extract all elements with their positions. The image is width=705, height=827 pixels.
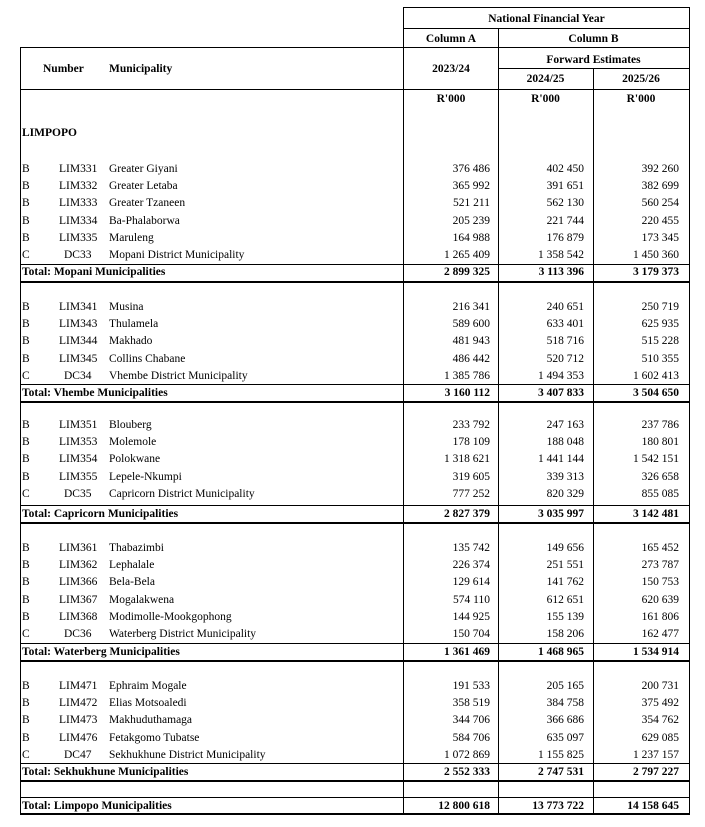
row-value-2024-25: 520 712 bbox=[546, 353, 584, 365]
row-value-2024-25: 562 130 bbox=[546, 197, 584, 209]
grand-total-2023-24: 12 800 618 bbox=[438, 800, 490, 812]
row-code: DC47 bbox=[64, 749, 92, 761]
row-value-2024-25: 339 313 bbox=[546, 471, 584, 483]
row-value-2025-26: 1 237 157 bbox=[633, 749, 679, 761]
row-code: LIM343 bbox=[59, 318, 98, 330]
row-municipality-name: Polokwane bbox=[109, 453, 161, 465]
horizontal-rule bbox=[20, 264, 690, 265]
row-category: B bbox=[22, 180, 30, 192]
header-municipality: Municipality bbox=[109, 63, 173, 75]
row-value-2024-25: 633 401 bbox=[546, 318, 584, 330]
row-code: LIM353 bbox=[59, 436, 98, 448]
horizontal-rule bbox=[20, 797, 690, 798]
row-value-2023-24: 1 385 786 bbox=[444, 370, 490, 382]
row-value-2025-26: 354 762 bbox=[641, 714, 679, 726]
row-value-2024-25: 518 716 bbox=[546, 335, 584, 347]
row-category: C bbox=[22, 249, 30, 261]
horizontal-rule bbox=[20, 47, 690, 48]
header-year-2025-26: 2025/26 bbox=[622, 73, 660, 85]
row-value-2025-26: 273 787 bbox=[641, 559, 679, 571]
row-value-2025-26: 161 806 bbox=[641, 611, 679, 623]
group-total-label: Total: Sekhukhune Municipalities bbox=[22, 766, 189, 778]
row-category: B bbox=[22, 542, 30, 554]
row-value-2025-26: 165 452 bbox=[641, 542, 679, 554]
row-code: LIM366 bbox=[59, 576, 98, 588]
group-total-2023-24: 1 361 469 bbox=[444, 646, 490, 658]
row-value-2023-24: 150 704 bbox=[452, 628, 490, 640]
row-value-2025-26: 629 085 bbox=[641, 732, 679, 744]
row-value-2025-26: 560 254 bbox=[641, 197, 679, 209]
row-value-2024-25: 247 163 bbox=[546, 419, 584, 431]
row-value-2023-24: 178 109 bbox=[452, 436, 490, 448]
group-total-2023-24: 3 160 112 bbox=[444, 387, 490, 399]
row-value-2024-25: 402 450 bbox=[546, 163, 584, 175]
row-value-2024-25: 1 441 144 bbox=[538, 453, 584, 465]
group-total-2025-26: 3 142 481 bbox=[633, 508, 679, 520]
row-municipality-name: Thabazimbi bbox=[109, 542, 164, 554]
row-municipality-name: Maruleng bbox=[109, 232, 154, 244]
row-value-2023-24: 1 265 409 bbox=[444, 249, 490, 261]
row-value-2024-25: 384 758 bbox=[546, 697, 584, 709]
row-code: LIM361 bbox=[59, 542, 98, 554]
row-value-2024-25: 1 494 353 bbox=[538, 370, 584, 382]
row-category: C bbox=[22, 628, 30, 640]
row-value-2025-26: 162 477 bbox=[641, 628, 679, 640]
row-municipality-name: Molemole bbox=[109, 436, 157, 448]
row-value-2025-26: 515 228 bbox=[641, 335, 679, 347]
row-value-2023-24: 144 925 bbox=[452, 611, 490, 623]
row-municipality-name: Greater Tzaneen bbox=[109, 197, 186, 209]
header-column-b: Column B bbox=[568, 33, 619, 45]
row-category: B bbox=[22, 594, 30, 606]
row-category: B bbox=[22, 232, 30, 244]
row-value-2025-26: 375 492 bbox=[641, 697, 679, 709]
row-value-2025-26: 510 355 bbox=[641, 353, 679, 365]
row-value-2023-24: 164 988 bbox=[452, 232, 490, 244]
row-value-2024-25: 366 686 bbox=[546, 714, 584, 726]
group-total-2023-24: 2 552 333 bbox=[444, 766, 490, 778]
row-municipality-name: Greater Giyani bbox=[109, 163, 178, 175]
header-column-a: Column A bbox=[425, 33, 477, 45]
row-municipality-name: Vhembe District Municipality bbox=[109, 370, 248, 382]
group-total-label: Total: Waterberg Municipalities bbox=[22, 646, 180, 658]
vertical-rule bbox=[403, 7, 404, 814]
row-municipality-name: Ba-Phalaborwa bbox=[109, 215, 180, 227]
horizontal-rule bbox=[20, 401, 690, 403]
row-value-2024-25: 635 097 bbox=[546, 732, 584, 744]
group-total-label: Total: Vhembe Municipalities bbox=[22, 387, 168, 399]
grand-total-label: Total: Limpopo Municipalities bbox=[22, 800, 172, 812]
group-total-2025-26: 1 534 914 bbox=[633, 646, 679, 658]
row-code: LIM471 bbox=[59, 680, 98, 692]
row-code: LIM331 bbox=[59, 163, 98, 175]
vertical-rule bbox=[593, 68, 594, 814]
header-number: Number bbox=[43, 63, 84, 75]
row-municipality-name: Mopani District Municipality bbox=[109, 249, 245, 261]
row-municipality-name: Blouberg bbox=[109, 419, 152, 431]
row-municipality-name: Makhado bbox=[109, 335, 153, 347]
row-code: LIM335 bbox=[59, 232, 98, 244]
row-category: B bbox=[22, 419, 30, 431]
row-value-2025-26: 1 542 151 bbox=[633, 453, 679, 465]
row-value-2023-24: 1 072 869 bbox=[444, 749, 490, 761]
row-code: LIM351 bbox=[59, 419, 98, 431]
row-value-2023-24: 481 943 bbox=[452, 335, 490, 347]
horizontal-rule bbox=[20, 813, 690, 815]
row-municipality-name: Waterberg District Municipality bbox=[109, 628, 257, 640]
row-category: B bbox=[22, 697, 30, 709]
row-code: LIM332 bbox=[59, 180, 98, 192]
row-value-2024-25: 188 048 bbox=[546, 436, 584, 448]
row-value-2023-24: 129 614 bbox=[452, 576, 490, 588]
grand-total-2024-25: 13 773 722 bbox=[532, 800, 584, 812]
row-category: B bbox=[22, 436, 30, 448]
row-code: LIM345 bbox=[59, 353, 98, 365]
group-total-2023-24: 2 899 325 bbox=[444, 266, 490, 278]
row-value-2024-25: 251 551 bbox=[546, 559, 584, 571]
row-municipality-name: Makhuduthamaga bbox=[109, 714, 193, 726]
row-code: LIM354 bbox=[59, 453, 98, 465]
row-value-2024-25: 221 744 bbox=[546, 215, 584, 227]
row-value-2023-24: 319 605 bbox=[452, 471, 490, 483]
row-value-2025-26: 173 345 bbox=[641, 232, 679, 244]
row-municipality-name: Lepele-Nkumpi bbox=[109, 471, 182, 483]
row-category: B bbox=[22, 301, 30, 313]
row-value-2023-24: 216 341 bbox=[452, 301, 490, 313]
row-category: B bbox=[22, 576, 30, 588]
row-municipality-name: Capricorn District Municipality bbox=[109, 488, 255, 500]
row-category: B bbox=[22, 559, 30, 571]
row-category: B bbox=[22, 611, 30, 623]
vertical-rule bbox=[689, 7, 690, 814]
row-municipality-name: Bela-Bela bbox=[109, 576, 155, 588]
group-total-label: Total: Mopani Municipalities bbox=[22, 266, 166, 278]
row-category: B bbox=[22, 471, 30, 483]
header-year-2024-25: 2024/25 bbox=[526, 73, 565, 85]
row-value-2024-25: 1 358 542 bbox=[538, 249, 584, 261]
row-value-2023-24: 376 486 bbox=[452, 163, 490, 175]
group-total-2025-26: 3 504 650 bbox=[633, 387, 679, 399]
row-value-2023-24: 589 600 bbox=[452, 318, 490, 330]
row-value-2025-26: 392 260 bbox=[641, 163, 679, 175]
row-category: B bbox=[22, 318, 30, 330]
horizontal-rule bbox=[20, 780, 690, 782]
row-category: C bbox=[22, 370, 30, 382]
row-municipality-name: Thulamela bbox=[109, 318, 159, 330]
province-title: LIMPOPO bbox=[22, 127, 77, 139]
row-value-2023-24: 191 533 bbox=[452, 680, 490, 692]
horizontal-rule bbox=[403, 7, 690, 8]
row-category: B bbox=[22, 197, 30, 209]
row-value-2023-24: 205 239 bbox=[452, 215, 490, 227]
row-value-2023-24: 486 442 bbox=[452, 353, 490, 365]
row-category: C bbox=[22, 749, 30, 761]
group-total-2024-25: 2 747 531 bbox=[538, 766, 584, 778]
row-value-2023-24: 777 252 bbox=[452, 488, 490, 500]
row-value-2024-25: 205 165 bbox=[546, 680, 584, 692]
row-value-2023-24: 584 706 bbox=[452, 732, 490, 744]
row-code: DC36 bbox=[64, 628, 92, 640]
row-value-2025-26: 625 935 bbox=[641, 318, 679, 330]
horizontal-rule bbox=[20, 384, 690, 385]
row-value-2024-25: 240 651 bbox=[546, 301, 584, 313]
row-value-2025-26: 200 731 bbox=[641, 680, 679, 692]
row-category: B bbox=[22, 335, 30, 347]
row-value-2023-24: 226 374 bbox=[452, 559, 490, 571]
row-code: LIM344 bbox=[59, 335, 98, 347]
row-code: LIM473 bbox=[59, 714, 98, 726]
row-code: LIM334 bbox=[59, 215, 98, 227]
unit-label-b2: R'000 bbox=[626, 93, 656, 105]
row-value-2025-26: 326 658 bbox=[641, 471, 679, 483]
row-category: C bbox=[22, 488, 30, 500]
row-code: DC35 bbox=[64, 488, 92, 500]
row-value-2023-24: 1 318 621 bbox=[444, 453, 490, 465]
horizontal-rule bbox=[20, 763, 690, 764]
vertical-rule bbox=[20, 47, 21, 814]
row-value-2025-26: 237 786 bbox=[641, 419, 679, 431]
row-value-2025-26: 220 455 bbox=[641, 215, 679, 227]
row-value-2024-25: 1 155 825 bbox=[538, 749, 584, 761]
row-category: B bbox=[22, 680, 30, 692]
unit-label-b1: R'000 bbox=[531, 93, 560, 105]
row-code: LIM472 bbox=[59, 697, 98, 709]
row-code: LIM368 bbox=[59, 611, 98, 623]
row-category: B bbox=[22, 453, 30, 465]
group-total-2023-24: 2 827 379 bbox=[444, 508, 490, 520]
row-code: LIM476 bbox=[59, 732, 98, 744]
group-total-2025-26: 2 797 227 bbox=[633, 766, 679, 778]
row-value-2023-24: 521 211 bbox=[453, 197, 490, 209]
row-value-2023-24: 574 110 bbox=[453, 594, 490, 606]
row-value-2025-26: 250 719 bbox=[641, 301, 679, 313]
row-municipality-name: Musina bbox=[109, 301, 144, 313]
row-value-2024-25: 149 656 bbox=[546, 542, 584, 554]
horizontal-rule bbox=[20, 281, 690, 283]
row-value-2025-26: 180 801 bbox=[641, 436, 679, 448]
row-municipality-name: Greater Letaba bbox=[109, 180, 178, 192]
row-value-2025-26: 150 753 bbox=[641, 576, 679, 588]
row-value-2024-25: 176 879 bbox=[546, 232, 584, 244]
row-municipality-name: Elias Motsoaledi bbox=[109, 697, 187, 709]
group-total-label: Total: Capricorn Municipalities bbox=[22, 508, 179, 520]
row-value-2023-24: 233 792 bbox=[452, 419, 490, 431]
group-total-2024-25: 3 035 997 bbox=[538, 508, 584, 520]
row-municipality-name: Ephraim Mogale bbox=[109, 680, 187, 692]
row-municipality-name: Mogalakwena bbox=[109, 594, 175, 606]
row-value-2023-24: 358 519 bbox=[452, 697, 490, 709]
horizontal-rule bbox=[20, 660, 690, 662]
horizontal-rule bbox=[20, 89, 690, 90]
group-total-2024-25: 3 407 833 bbox=[538, 387, 584, 399]
row-value-2024-25: 141 762 bbox=[546, 576, 584, 588]
row-value-2025-26: 855 085 bbox=[641, 488, 679, 500]
row-value-2023-24: 135 742 bbox=[452, 542, 490, 554]
row-category: B bbox=[22, 732, 30, 744]
row-code: DC33 bbox=[64, 249, 92, 261]
row-value-2024-25: 820 329 bbox=[546, 488, 584, 500]
row-municipality-name: Sekhukhune District Municipality bbox=[109, 749, 266, 761]
row-code: LIM367 bbox=[59, 594, 98, 606]
header-national-financial-year: National Financial Year bbox=[488, 13, 605, 25]
row-municipality-name: Lephalale bbox=[109, 559, 155, 571]
row-value-2023-24: 365 992 bbox=[452, 180, 490, 192]
unit-label-a: R'000 bbox=[436, 93, 466, 105]
row-value-2025-26: 382 699 bbox=[641, 180, 679, 192]
row-value-2025-26: 1 602 413 bbox=[633, 370, 679, 382]
row-value-2025-26: 620 639 bbox=[641, 594, 679, 606]
horizontal-rule bbox=[498, 68, 690, 69]
row-value-2025-26: 1 450 360 bbox=[633, 249, 679, 261]
row-category: B bbox=[22, 163, 30, 175]
group-total-2025-26: 3 179 373 bbox=[633, 266, 679, 278]
row-category: B bbox=[22, 353, 30, 365]
row-municipality-name: Fetakgomo Tubatse bbox=[109, 732, 200, 744]
vertical-rule bbox=[498, 28, 499, 814]
header-forward-estimates: Forward Estimates bbox=[546, 54, 641, 66]
row-code: LIM362 bbox=[59, 559, 98, 571]
horizontal-rule bbox=[403, 28, 690, 29]
grand-total-2025-26: 14 158 645 bbox=[627, 800, 679, 812]
group-total-2024-25: 3 113 396 bbox=[538, 266, 584, 278]
row-code: LIM355 bbox=[59, 471, 98, 483]
horizontal-rule bbox=[20, 522, 690, 524]
row-value-2024-25: 612 651 bbox=[546, 594, 584, 606]
group-total-2024-25: 1 468 965 bbox=[538, 646, 584, 658]
row-code: LIM333 bbox=[59, 197, 98, 209]
row-code: LIM341 bbox=[59, 301, 98, 313]
row-category: B bbox=[22, 714, 30, 726]
row-category: B bbox=[22, 215, 30, 227]
horizontal-rule bbox=[20, 505, 690, 506]
row-municipality-name: Modimolle-Mookgophong bbox=[109, 611, 232, 623]
row-code: DC34 bbox=[64, 370, 92, 382]
row-value-2024-25: 391 651 bbox=[546, 180, 584, 192]
row-municipality-name: Collins Chabane bbox=[109, 353, 186, 365]
row-value-2023-24: 344 706 bbox=[452, 714, 490, 726]
header-year-2023-24: 2023/24 bbox=[432, 63, 470, 75]
horizontal-rule bbox=[20, 643, 690, 644]
row-value-2024-25: 155 139 bbox=[546, 611, 584, 623]
row-value-2024-25: 158 206 bbox=[546, 628, 584, 640]
